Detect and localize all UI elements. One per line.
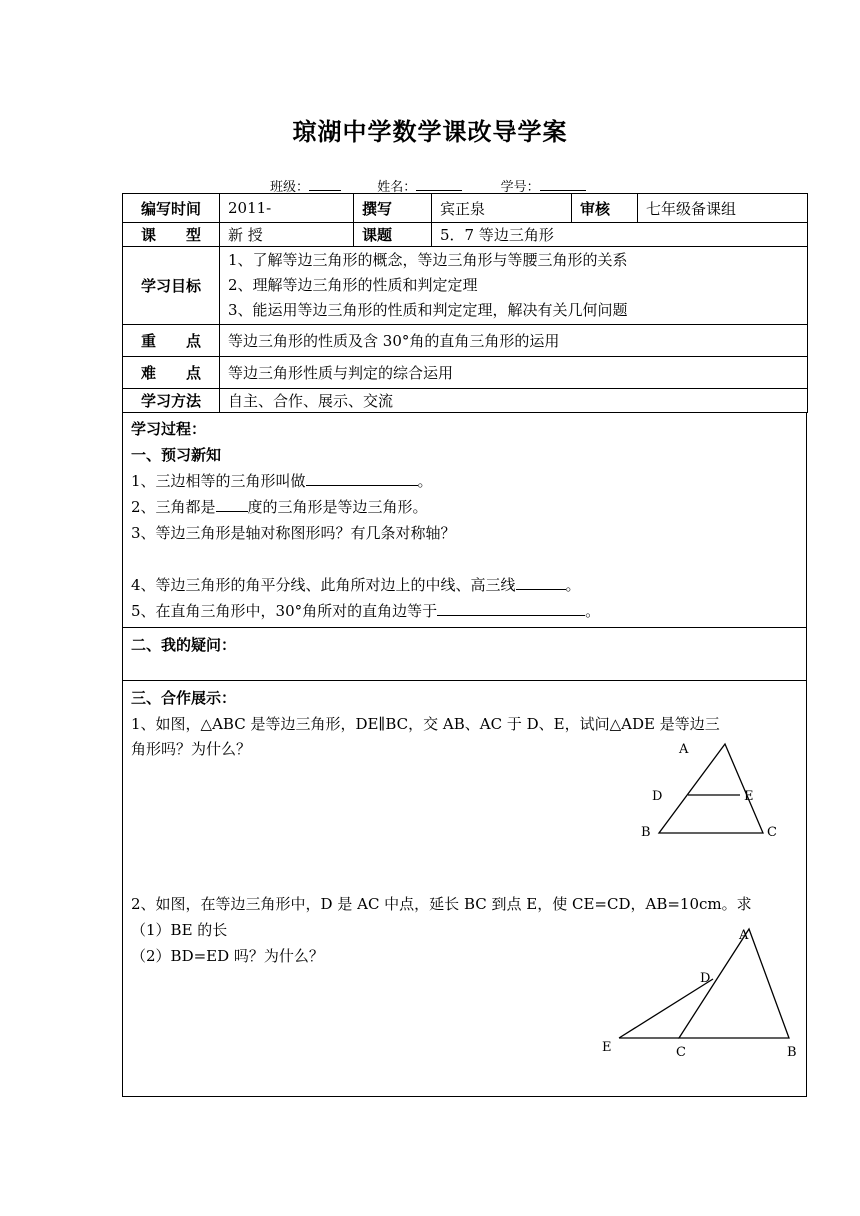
time-label: 编写时间 xyxy=(123,194,220,223)
review-value: 七年级备课组 xyxy=(638,194,808,223)
label-B: B xyxy=(641,825,651,840)
problem-1-line-2: 角形吗？为什么？ xyxy=(131,740,252,758)
type-label: 课 型 xyxy=(123,223,220,247)
label-A: A xyxy=(679,742,689,757)
goals-label: 学习目标 xyxy=(123,247,220,325)
goals-cell xyxy=(220,247,808,325)
lesson-header-table xyxy=(122,193,808,413)
triangle-figure-2 xyxy=(593,921,803,1061)
author-label: 撰写 xyxy=(354,194,432,223)
goal-item: 2、理解等边三角形的性质和判定定理 xyxy=(228,276,478,294)
type-value: 新 授 xyxy=(220,223,354,247)
problem-1-line-1: 1、如图，△ABC 是等边三角形，DE∥BC，交 AB、AC 于 D、E，试问△ADE 是等边三 xyxy=(131,715,720,733)
label-D: D xyxy=(652,789,663,804)
page-title: 琼湖中学数学课改导学案 xyxy=(292,117,568,146)
label-D: D xyxy=(700,971,711,986)
label-C: C xyxy=(767,825,777,840)
key-label: 重 点 xyxy=(123,325,220,357)
difficulty-label: 难 点 xyxy=(123,357,220,389)
problem-2-line-1: 2、如图，在等边三角形中，D 是 AC 中点，延长 BC 到点 E，使 CE=CD，AB=10cm。求 xyxy=(131,895,752,913)
author-value: 宾正泉 xyxy=(432,194,572,223)
triangle-abc xyxy=(679,929,789,1038)
id-blank[interactable] xyxy=(540,178,586,191)
question-5: 5、在直角三角形中，30°角所对的直角边等于 。 xyxy=(131,602,601,620)
doubts-section xyxy=(122,628,807,681)
question-1: 1、三边相等的三角形叫做 。 xyxy=(131,472,433,490)
name-label: 姓名： xyxy=(377,180,417,195)
coop-section xyxy=(122,681,807,1097)
topic-value: 5．7 等边三角形 xyxy=(432,223,808,247)
coop-heading: 三、合作展示： xyxy=(131,689,237,707)
name-blank[interactable] xyxy=(416,178,462,191)
doubts-heading: 二、我的疑问： xyxy=(131,636,237,654)
answer-blank[interactable] xyxy=(216,497,248,512)
method-label: 学习方法 xyxy=(123,389,220,413)
question-4: 4、等边三角形的角平分线、此角所对边上的中线、高三线 。 xyxy=(131,576,581,594)
process-heading: 学习过程： xyxy=(131,420,207,438)
class-label: 班级： xyxy=(270,180,310,195)
triangle-figure-1 xyxy=(633,736,793,846)
topic-label: 课题 xyxy=(354,223,432,247)
label-C: C xyxy=(676,1045,686,1060)
answer-blank[interactable] xyxy=(306,471,418,486)
question-3: 3、等边三角形是轴对称图形吗？有几条对称轴？ xyxy=(131,524,456,542)
answer-blank[interactable] xyxy=(437,601,585,616)
label-E: E xyxy=(744,789,754,804)
label-B: B xyxy=(787,1045,797,1060)
answer-blank[interactable] xyxy=(516,575,566,590)
label-A: A xyxy=(739,928,749,943)
segment-ed xyxy=(619,979,713,1038)
key-value: 等边三角形的性质及含 30°角的直角三角形的运用 xyxy=(220,325,808,357)
class-blank[interactable] xyxy=(309,178,341,191)
problem-2-line-3: （2）BD=ED 吗？为什么？ xyxy=(131,947,324,965)
problem-2-line-2: （1）BE 的长 xyxy=(131,921,228,939)
difficulty-value: 等边三角形性质与判定的综合运用 xyxy=(220,357,808,389)
goal-item: 3、能运用等边三角形的性质和判定定理，解决有关几何问题 xyxy=(228,301,628,319)
preview-heading: 一、预习新知 xyxy=(131,446,222,464)
method-value: 自主、合作、展示、交流 xyxy=(220,389,808,413)
id-label: 学号： xyxy=(500,180,540,195)
label-E: E xyxy=(602,1040,612,1055)
goal-item: 1、了解等边三角形的概念，等边三角形与等腰三角形的关系 xyxy=(228,251,628,269)
process-section xyxy=(122,412,807,628)
question-2: 2、三角都是 度的三角形是等边三角形。 xyxy=(131,498,428,516)
time-value: 2011- xyxy=(220,194,354,223)
review-label: 审核 xyxy=(572,194,638,223)
